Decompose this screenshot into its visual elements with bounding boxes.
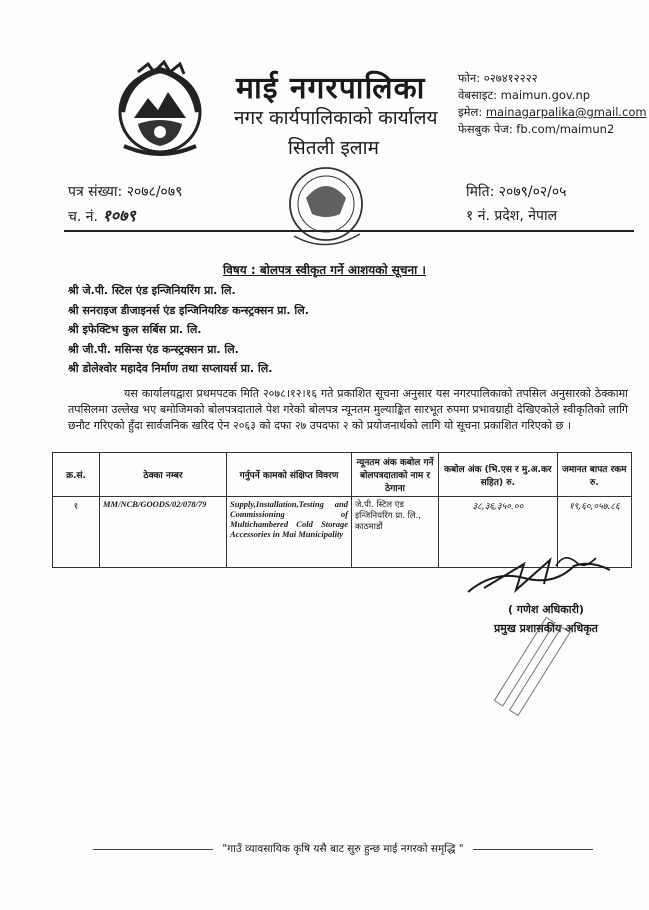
addressee-item: श्री जी.पी. मसिन्स एंड कन्स्ट्रक्सन प्रा. लि. xyxy=(68,342,239,356)
cell-bidder: जे.पी. स्टिल एंड इन्जिनियरिंग प्रा. लि., काठमाडौं xyxy=(352,497,439,568)
contact-block xyxy=(458,70,647,138)
cell-description: Supply,Installation,Testing and Commissioning of Multichambered Cold Storage Accessories in Mai Municipality xyxy=(227,497,352,568)
column-header-contract: ठेक्का नम्बर xyxy=(100,453,227,497)
notice-body: यस कार्यालयद्वारा प्रथमपटक मिति २०७८।१२।१६ गते प्रकाशित सूचना अनुसार यस नगरपालिकाको तपसिल अनुसारको ठेक्कामा तपसिलमा उल्लेख भए बमोजिमको बोलपत्रदाताले पेश गरेको बोलपत्र न्यूनतम मुल्याङ्कित सारभूत रुपमा प्रभावग्राही देखिएकोले स्वीकृतिको लागि छनौट गरिएको हुँदा सार्वजनिक खरिद ऐन २०६३ को दफा २७ उपदफा २ को प्रयोजनार्थको लागि यो सूचना प्रकाशित गरिएको छ । xyxy=(68,387,628,432)
column-header-bidder: न्यूनतम अंक कबोल गर्ने बोलपत्रदाताको नाम र ठेगाना xyxy=(352,453,439,497)
phone-text: फोन: ०२७४१२२२२ xyxy=(458,71,538,85)
table-header-row xyxy=(53,453,632,497)
cell-sn: १ xyxy=(53,497,100,568)
dispatch-label: च. नं. xyxy=(68,209,99,225)
letter-number: पत्र संख्या: २०७८/०७९ xyxy=(68,184,183,200)
website-text: वेबसाइट: maimun.gov.np xyxy=(458,88,591,102)
municipality-title: माई नगरपालिका xyxy=(236,71,426,106)
addressee-item: श्री इफेक्टिभ कुल सर्बिस प्रा. लि. xyxy=(68,323,202,336)
column-header-guarantee: जमानत बापत रकम रु. xyxy=(557,453,631,497)
cell-guarantee: १९,६०,०५७.८६ xyxy=(557,497,631,568)
email-row xyxy=(458,104,647,121)
footer-line-left xyxy=(93,849,213,850)
footer-text: "गाउँ व्यावसायिक कृषि यसै बाट सुरु हुन्छ माई नगरको समृद्धि " xyxy=(222,843,464,855)
cell-contract: MM/NCB/GOODS/02/078/79 xyxy=(100,497,227,568)
addressee-item: श्री जे.पी. स्टिल एंड इन्जिनियरिंग प्रा. लि. xyxy=(68,284,236,297)
office-subtitle: नगर कार्यपालिकाको कार्यालय xyxy=(234,107,438,129)
cell-amount: ३८,३६,३५०.०० xyxy=(439,497,558,568)
subject-line xyxy=(0,261,649,278)
column-header-description: गर्नुपर्ने कामको संक्षिप्त विवरण xyxy=(227,453,352,497)
dispatch-number: १०७९ xyxy=(102,206,136,225)
email-label: इमेल: xyxy=(458,105,483,119)
addressee-item: श्री सनराइज डीजाइनर्स एंड इन्जिनियरिङ कन्स्ट्रक्सन प्रा. लि. xyxy=(68,303,309,317)
email-link[interactable]: mainagarpalika@gmail.com xyxy=(485,105,647,119)
signatory-name: ( गणेश अधिकारी) xyxy=(507,603,584,616)
facebook-text: फेसबुक पेज: fb.com/maimun2 xyxy=(458,122,615,136)
province-text: १ नं. प्रदेश, नेपाल xyxy=(466,208,558,224)
reference-right xyxy=(466,180,566,228)
footer-line-right xyxy=(473,849,593,850)
office-stamp-icon xyxy=(276,158,376,254)
header-divider xyxy=(64,230,634,232)
signature-icon xyxy=(464,548,614,608)
addressee-list xyxy=(68,281,309,379)
column-header-amount: कबोल अंक (भि.एस र मु.अ.कर सहित) रु. xyxy=(439,453,558,497)
officer-stamp-icon xyxy=(478,612,588,722)
reference-left xyxy=(68,180,182,229)
subject-text: विषय : बोलपत्र स्वीकृत गर्ने आशयको सूचना । xyxy=(223,263,426,277)
addressee-item: श्री डोलेश्वोर महादेव निर्माण तथा सप्लायर्स प्रा. लि. xyxy=(68,362,273,375)
footer-slogan xyxy=(82,842,604,856)
nepal-emblem-icon xyxy=(108,58,212,162)
column-header-sn: क्र.सं. xyxy=(53,453,100,497)
letter-date: मिति: २०७९/०२/०५ xyxy=(466,184,567,200)
dispatch-row xyxy=(68,204,182,229)
signatory-title: प्रमुख प्रशासकीय अधिकृत xyxy=(494,622,598,635)
office-place: सितली इलाम xyxy=(288,137,379,159)
